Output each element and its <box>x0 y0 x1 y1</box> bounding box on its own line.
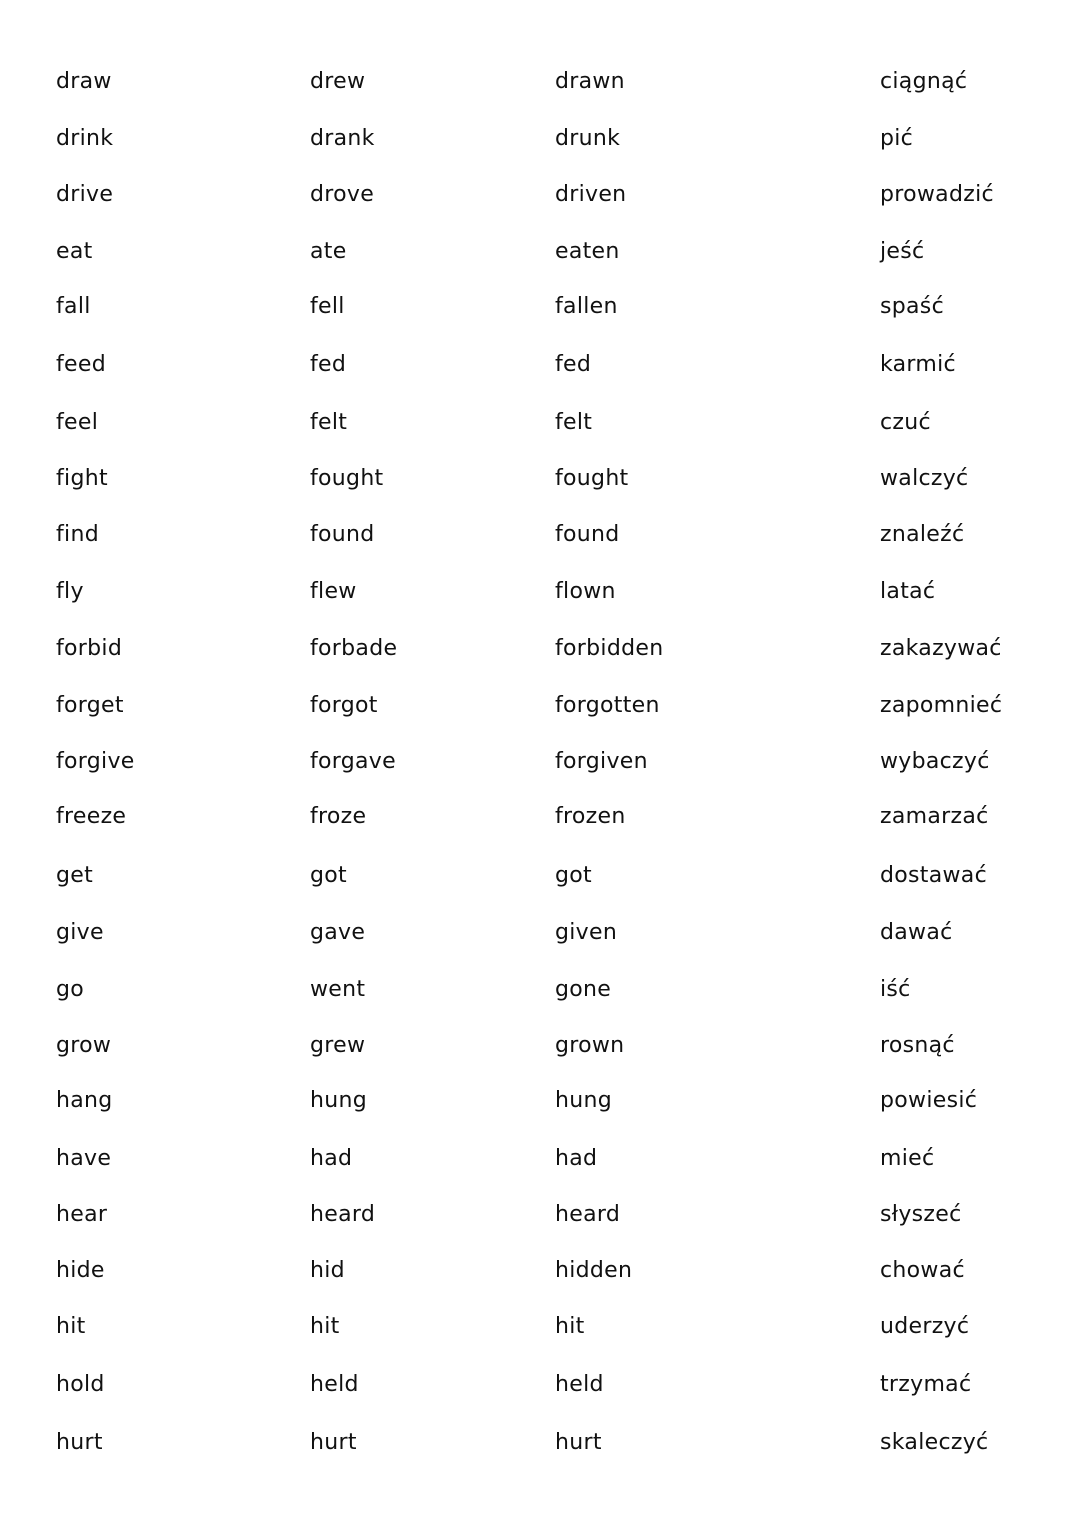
base-form: have <box>56 1146 112 1171</box>
verb-row-draw <box>0 62 1080 102</box>
base-form: go <box>56 977 85 1002</box>
polish-translation: wybaczyć <box>880 749 990 774</box>
base-form: hurt <box>56 1430 103 1455</box>
past-simple: hurt <box>310 1430 357 1455</box>
past-simple: grew <box>310 1033 366 1058</box>
verb-row-forbid <box>0 629 1080 669</box>
polish-translation: rosnąć <box>880 1033 955 1058</box>
verb-row-hurt <box>0 1423 1080 1463</box>
past-participle: had <box>555 1146 598 1171</box>
polish-translation: chować <box>880 1258 965 1283</box>
verb-row-get <box>0 856 1080 896</box>
past-participle: forbidden <box>555 636 664 661</box>
base-form: drink <box>56 126 114 151</box>
polish-translation: iść <box>880 977 911 1002</box>
polish-translation: pić <box>880 126 914 151</box>
base-form: grow <box>56 1033 112 1058</box>
verb-row-hide <box>0 1251 1080 1291</box>
base-form: freeze <box>56 804 127 829</box>
verb-row-fly <box>0 572 1080 612</box>
verb-row-freeze <box>0 797 1080 837</box>
past-simple: found <box>310 522 375 547</box>
verb-row-drink <box>0 119 1080 159</box>
base-form: hang <box>56 1088 113 1113</box>
past-participle: heard <box>555 1202 621 1227</box>
base-form: fight <box>56 466 108 491</box>
verb-row-forget <box>0 686 1080 726</box>
verb-row-drive <box>0 175 1080 215</box>
base-form: get <box>56 863 94 888</box>
past-participle: grown <box>555 1033 625 1058</box>
past-participle: hit <box>555 1314 585 1339</box>
polish-translation: ciągnąć <box>880 69 968 94</box>
polish-translation: mieć <box>880 1146 935 1171</box>
base-form: drive <box>56 182 114 207</box>
verb-row-eat <box>0 232 1080 272</box>
verb-row-give <box>0 913 1080 953</box>
past-participle: fallen <box>555 294 618 319</box>
polish-translation: czuć <box>880 410 931 435</box>
polish-translation: prowadzić <box>880 182 994 207</box>
polish-translation: słyszeć <box>880 1202 962 1227</box>
past-participle: driven <box>555 182 627 207</box>
past-participle: found <box>555 522 620 547</box>
base-form: eat <box>56 239 93 264</box>
verb-row-go <box>0 970 1080 1010</box>
base-form: draw <box>56 69 112 94</box>
verb-row-hold <box>0 1365 1080 1405</box>
base-form: forgive <box>56 749 135 774</box>
past-participle: flown <box>555 579 616 604</box>
polish-translation: spaść <box>880 294 944 319</box>
past-participle: felt <box>555 410 593 435</box>
polish-translation: jeść <box>880 239 925 264</box>
past-participle: forgiven <box>555 749 648 774</box>
polish-translation: skaleczyć <box>880 1430 989 1455</box>
past-simple: felt <box>310 410 348 435</box>
verb-row-feel <box>0 403 1080 443</box>
polish-translation: powiesić <box>880 1088 978 1113</box>
past-simple: forbade <box>310 636 398 661</box>
past-simple: fed <box>310 352 347 377</box>
past-simple: froze <box>310 804 367 829</box>
polish-translation: latać <box>880 579 936 604</box>
base-form: forbid <box>56 636 123 661</box>
verb-row-find <box>0 515 1080 555</box>
past-simple: got <box>310 863 347 888</box>
past-simple: drew <box>310 69 366 94</box>
past-simple: heard <box>310 1202 376 1227</box>
past-simple: flew <box>310 579 357 604</box>
past-participle: gone <box>555 977 612 1002</box>
past-simple: went <box>310 977 366 1002</box>
base-form: fly <box>56 579 84 604</box>
base-form: find <box>56 522 99 547</box>
polish-translation: trzymać <box>880 1372 972 1397</box>
past-simple: gave <box>310 920 366 945</box>
past-simple: fell <box>310 294 345 319</box>
past-participle: drunk <box>555 126 621 151</box>
polish-translation: karmić <box>880 352 956 377</box>
verb-row-have <box>0 1139 1080 1179</box>
base-form: fall <box>56 294 91 319</box>
base-form: forget <box>56 693 124 718</box>
base-form: feel <box>56 410 99 435</box>
past-simple: ate <box>310 239 347 264</box>
past-simple: forgot <box>310 693 378 718</box>
base-form: hold <box>56 1372 105 1397</box>
polish-translation: walczyć <box>880 466 969 491</box>
verb-row-grow <box>0 1026 1080 1066</box>
past-participle: fought <box>555 466 629 491</box>
polish-translation: znaleźć <box>880 522 965 547</box>
polish-translation: uderzyć <box>880 1314 970 1339</box>
verb-row-fall <box>0 287 1080 327</box>
past-simple: held <box>310 1372 359 1397</box>
past-participle: eaten <box>555 239 620 264</box>
base-form: hit <box>56 1314 86 1339</box>
past-simple: drove <box>310 182 375 207</box>
past-simple: drank <box>310 126 375 151</box>
verb-row-hear <box>0 1195 1080 1235</box>
past-simple: had <box>310 1146 353 1171</box>
polish-translation: zamarzać <box>880 804 989 829</box>
past-participle: hidden <box>555 1258 633 1283</box>
past-participle: drawn <box>555 69 625 94</box>
base-form: hear <box>56 1202 108 1227</box>
base-form: give <box>56 920 104 945</box>
polish-translation: dostawać <box>880 863 987 888</box>
polish-translation: zapomnieć <box>880 693 1003 718</box>
base-form: hide <box>56 1258 105 1283</box>
base-form: feed <box>56 352 106 377</box>
polish-translation: dawać <box>880 920 953 945</box>
past-simple: hung <box>310 1088 367 1113</box>
past-participle: held <box>555 1372 604 1397</box>
past-simple: fought <box>310 466 384 491</box>
past-participle: fed <box>555 352 592 377</box>
past-simple: hid <box>310 1258 345 1283</box>
polish-translation: zakazywać <box>880 636 1002 661</box>
past-participle: frozen <box>555 804 626 829</box>
verb-row-hang <box>0 1081 1080 1121</box>
verb-row-fight <box>0 459 1080 499</box>
verb-row-hit <box>0 1307 1080 1347</box>
past-participle: hurt <box>555 1430 602 1455</box>
past-simple: hit <box>310 1314 340 1339</box>
verb-row-feed <box>0 345 1080 385</box>
past-participle: got <box>555 863 592 888</box>
verb-row-forgive <box>0 742 1080 782</box>
past-participle: given <box>555 920 618 945</box>
past-participle: forgotten <box>555 693 660 718</box>
past-participle: hung <box>555 1088 612 1113</box>
past-simple: forgave <box>310 749 396 774</box>
